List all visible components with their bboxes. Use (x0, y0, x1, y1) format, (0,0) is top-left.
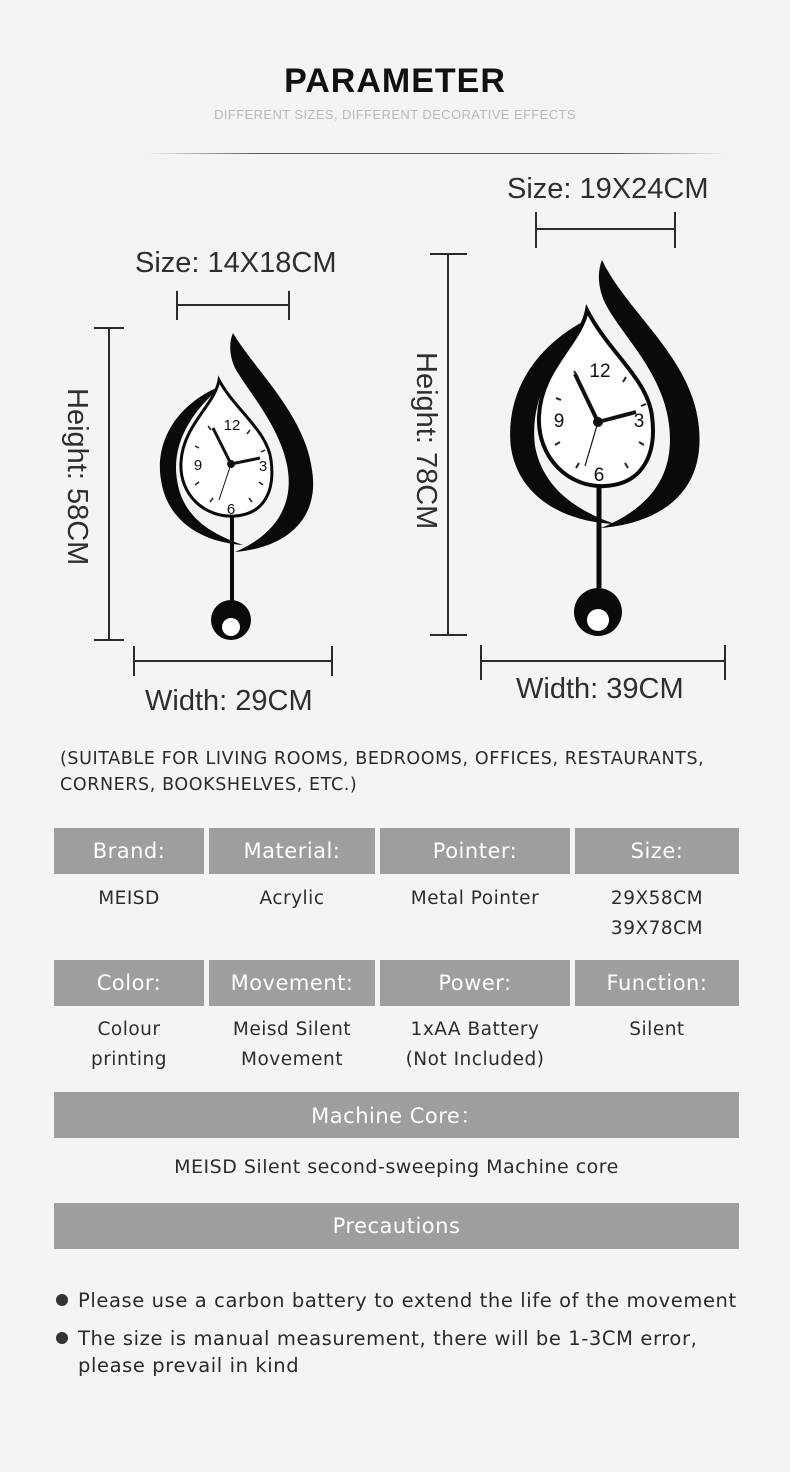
spec-value-power: 1xAA Battery (Not Included) (405, 1019, 545, 1070)
small-numeral-9: 9 (193, 457, 203, 474)
small-height-label: Height: 58CM (61, 388, 93, 566)
suitable-note: (SUITABLE FOR LIVING ROOMS, BEDROOMS, OFFICES, RESTAURANTS, CORNERS, BOOKSHELVES, ETC.) (60, 749, 705, 795)
spec-value-material: Acrylic (259, 888, 325, 909)
spec-header-material: Material: (209, 828, 375, 874)
large-numeral-12: 12 (589, 361, 611, 382)
spec-header-power: Power: (380, 960, 570, 1006)
spec-value-function: Silent (629, 1019, 685, 1040)
small-width-label: Width: 29CM (145, 685, 313, 717)
precaution-text: Please use a carbon battery to extend the life of the movement (78, 1289, 737, 1312)
spec-header-brand: Brand: (54, 828, 204, 874)
large-numeral-9: 9 (553, 411, 565, 432)
spec-header-pointer: Pointer: (380, 828, 570, 874)
spec-value-movement: Meisd Silent Movement (232, 1019, 352, 1070)
spec-value-color: Colour printing (90, 1019, 168, 1070)
small-size-label: Size: 14X18CM (135, 247, 337, 279)
machine-core-value: MEISD Silent second-sweeping Machine core (174, 1156, 619, 1178)
large-numeral-3: 3 (633, 411, 645, 432)
spec-header-size: Size: (575, 828, 739, 874)
small-numeral-3: 3 (258, 458, 268, 475)
machine-core-header: Machine Core： (54, 1092, 739, 1138)
bullet-dot-icon (56, 1332, 68, 1344)
page-title: PARAMETER (284, 62, 506, 100)
spec-value-pointer: Metal Pointer (410, 888, 540, 909)
spec-header-color: Color: (54, 960, 204, 1006)
page-subtitle: DIFFERENT SIZES, DIFFERENT DECORATIVE EFFECTS (214, 107, 576, 122)
large-height-label: Height: 78CM (410, 352, 442, 530)
small-numeral-6: 6 (226, 501, 236, 518)
spec-header-movement: Movement: (209, 960, 375, 1006)
bullet-dot-icon (56, 1294, 68, 1306)
large-numeral-6: 6 (593, 465, 605, 486)
spec-value-size: 29X58CM 39X78CM (610, 888, 704, 939)
precaution-item (56, 1325, 716, 1379)
precaution-text: The size is manual measurement, there will be 1-3CM error, please prevail in kind (78, 1327, 698, 1377)
spec-value-brand: MEISD (98, 888, 160, 909)
large-clock-illustration (505, 258, 710, 643)
large-width-label: Width: 39CM (516, 673, 684, 705)
precaution-item (56, 1287, 756, 1314)
spec-header-function: Function: (575, 960, 739, 1006)
large-size-label: Size: 19X24CM (507, 173, 709, 205)
precautions-header: Precautions (54, 1203, 739, 1249)
small-numeral-12: 12 (223, 417, 241, 434)
small-clock-illustration (155, 330, 320, 645)
